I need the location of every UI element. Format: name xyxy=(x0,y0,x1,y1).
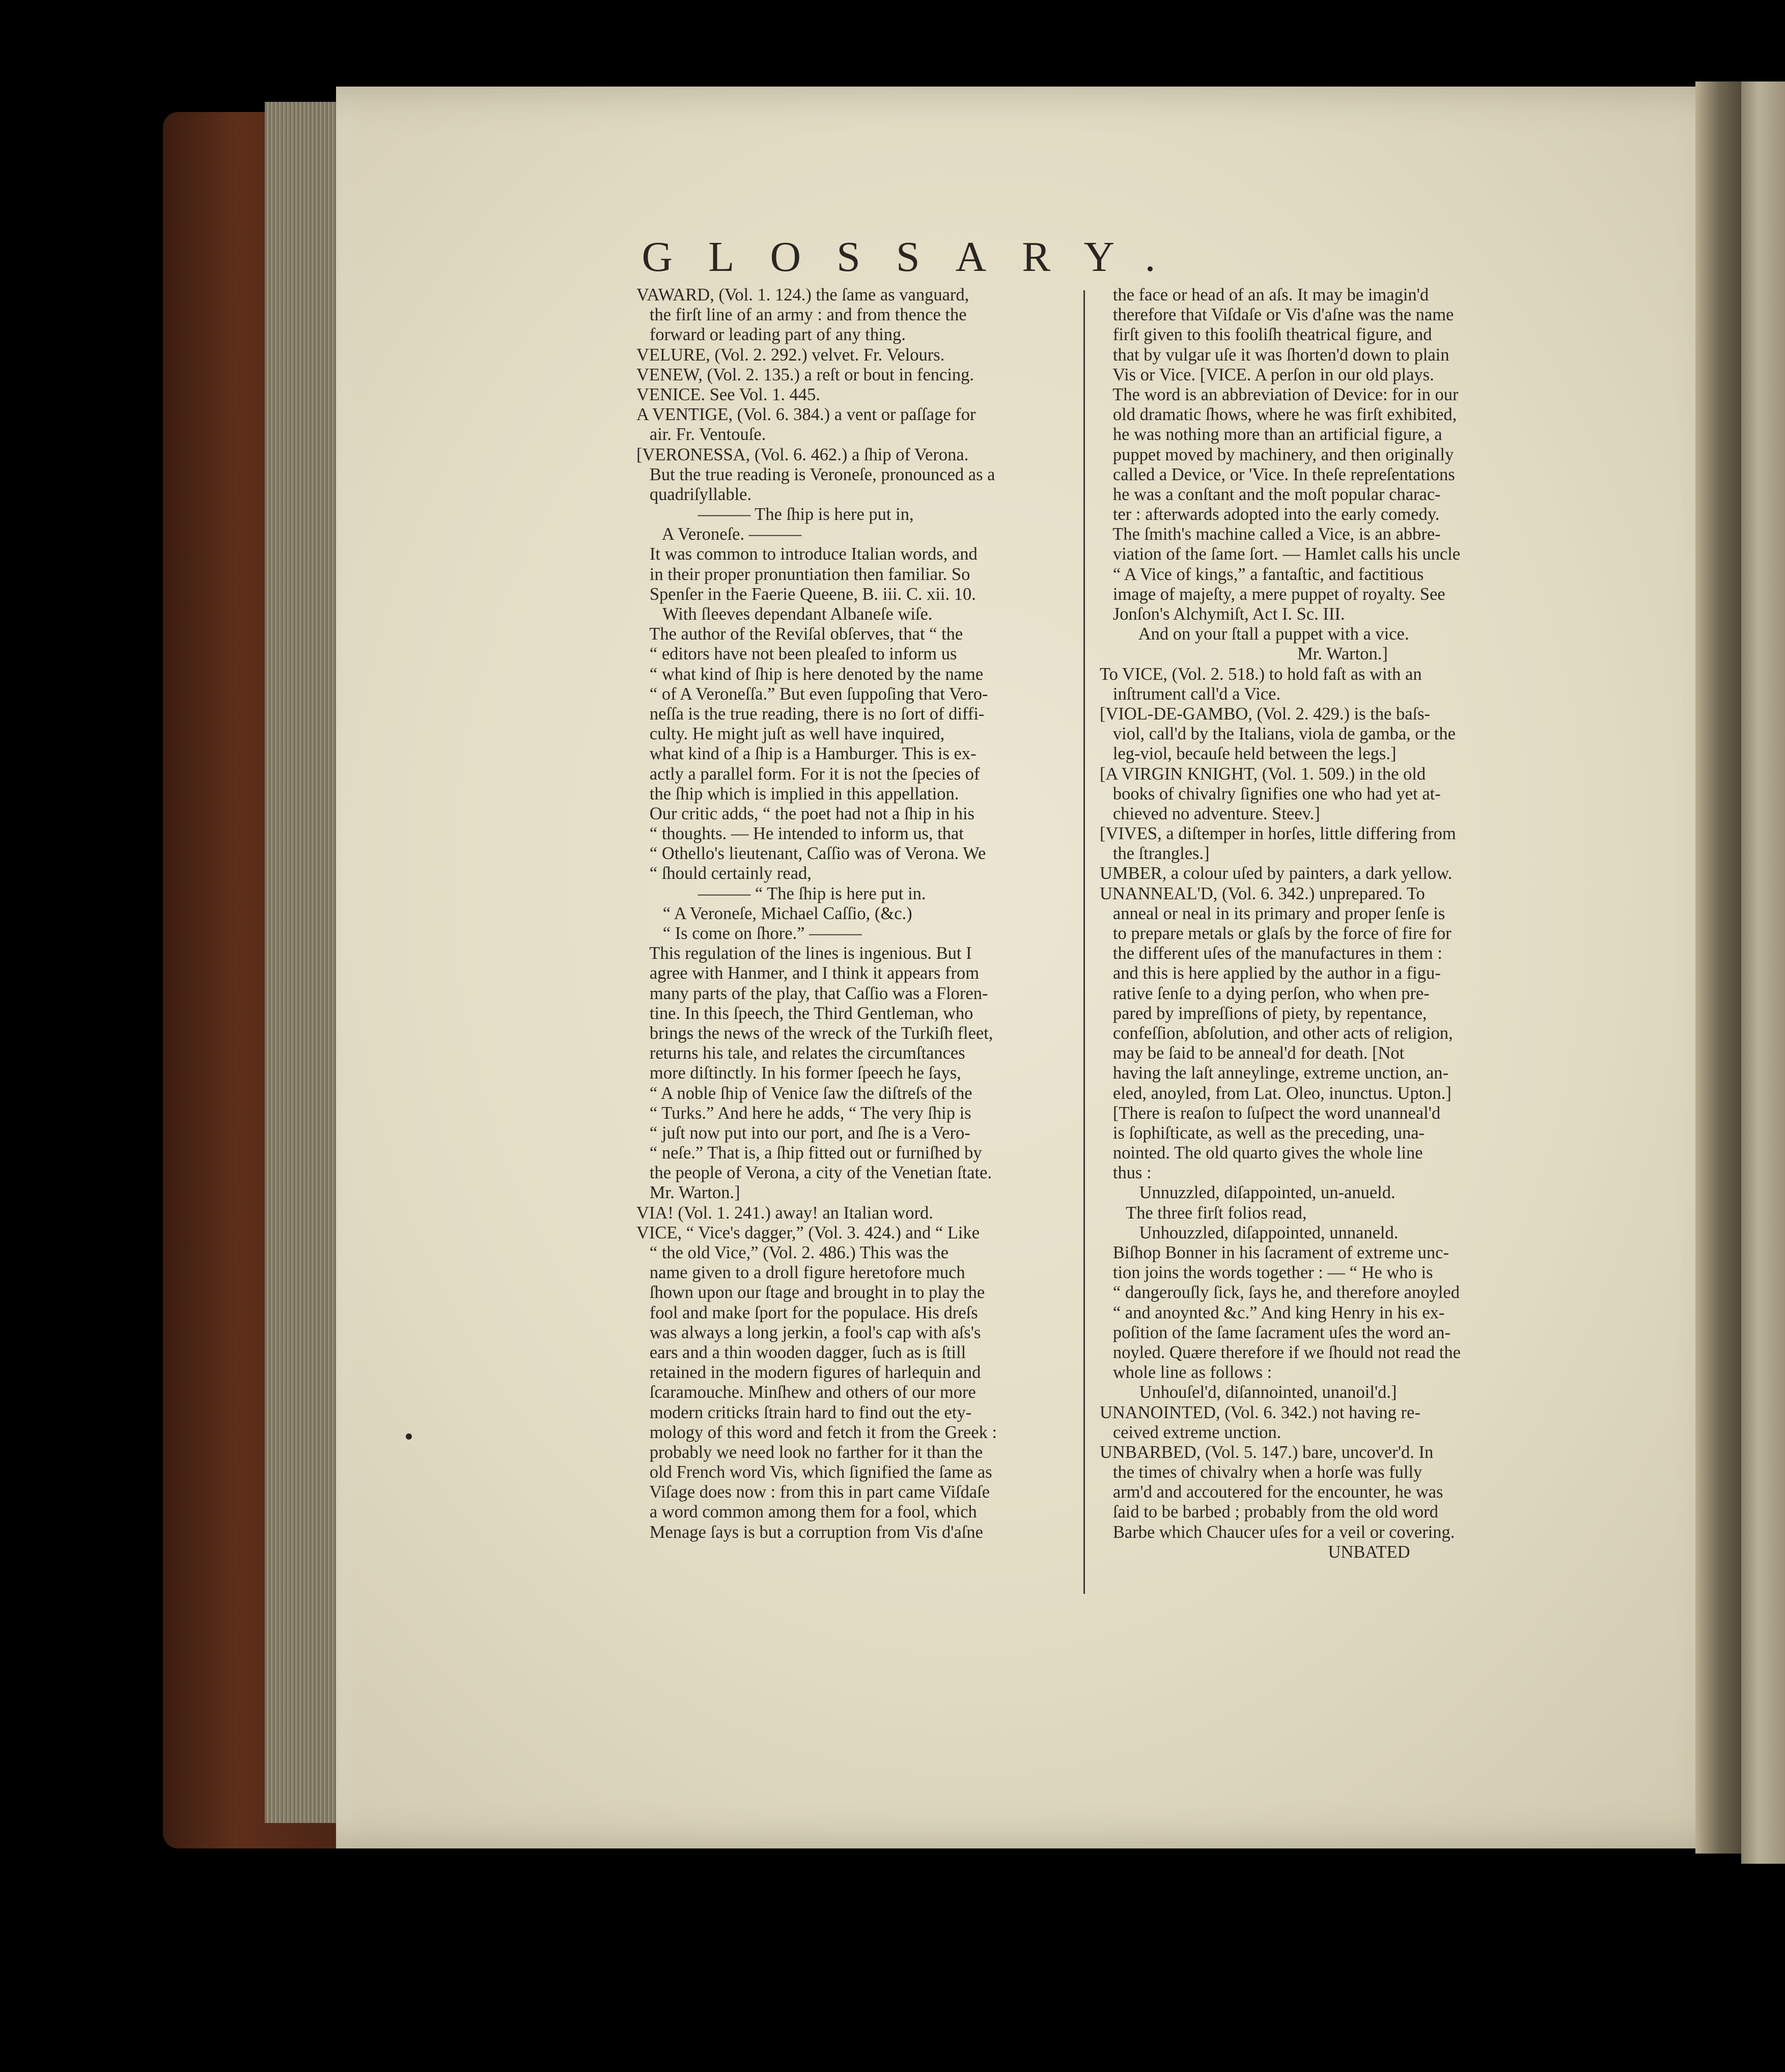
text-line: “ A noble ſhip of Venice ſaw the diſtreſs of the xyxy=(636,1083,972,1103)
text-line: probably we need look no farther for it than the xyxy=(636,1442,983,1462)
text-line: tion joins the words together : — “ He who is xyxy=(1100,1263,1433,1283)
text-line: ceived extreme unction. xyxy=(1100,1422,1281,1442)
text-line: Vis or Vice. [VICE. A perſon in our old plays. xyxy=(1100,365,1434,384)
text-line: “ Is come on ſhore.” ——— xyxy=(636,924,862,943)
text-line: culty. He might juſt as well have inquired, xyxy=(636,724,945,744)
text-line: many parts of the play, that Caſſio was a Floren- xyxy=(636,983,988,1003)
page-edges xyxy=(265,102,341,1823)
text-line: “ juſt now put into our port, and ſhe is a Vero- xyxy=(636,1123,970,1143)
text-line: therefore that Viſdaſe or Vis d'aſne was the name xyxy=(1100,305,1454,325)
text-line: may be ſaid to be anneal'd for death. [Not xyxy=(1100,1043,1405,1063)
text-line: A Veroneſe. ——— xyxy=(636,524,802,544)
text-line: in their proper pronuntiation then familiar. So xyxy=(636,564,970,584)
text-line: Spenſer in the Faerie Queene, B. iii. C. xii. 10. xyxy=(636,584,976,604)
text-line: brings the news of the wreck of the Turkiſh fleet, xyxy=(636,1023,993,1043)
text-line: eled, anoyled, from Lat. Oleo, inunctus. Upton.] xyxy=(1100,1083,1452,1103)
text-line: “ what kind of ſhip is here denoted by the name xyxy=(636,664,984,684)
column-rule xyxy=(1083,290,1085,1594)
left-column xyxy=(636,285,1069,1542)
text-line: more diſtinctly. In his former ſpeech he ſays, xyxy=(636,1063,961,1083)
text-line: [A VIRGIN KNIGHT, (Vol. 1. 509.) in the old xyxy=(1100,764,1426,784)
text-line: ſhown upon our ſtage and brought in to play the xyxy=(636,1283,985,1303)
text-line: Jonſon's Alchymiſt, Act I. Sc. III. xyxy=(1100,604,1345,624)
text-line: UNBARBED, (Vol. 5. 147.) bare, uncover'd. In xyxy=(1100,1442,1434,1462)
text-line: thus : xyxy=(1100,1163,1152,1183)
text-line: pared by impreſſions of piety, by repentance, xyxy=(1100,1003,1427,1023)
text-line: Unhouſel'd, diſannointed, unanoil'd.] xyxy=(1100,1383,1397,1402)
text-line: that by vulgar uſe it was ſhorten'd down to plain xyxy=(1100,345,1449,365)
text-line: what kind of a ſhip is a Hamburger. This is ex- xyxy=(636,744,977,764)
text-line: ——— The ſhip is here put in, xyxy=(636,505,914,524)
text-line: to prepare metals or glaſs by the force of fire for xyxy=(1100,924,1452,943)
text-line: “ Othello's lieutenant, Caſſio was of Verona. We xyxy=(636,844,986,864)
text-line: the different uſes of the manufactures in them : xyxy=(1100,944,1442,963)
text-line: UNANNEAL'D, (Vol. 6. 342.) unprepared. To xyxy=(1100,883,1425,903)
text-line: And on your ſtall a puppet with a vice. xyxy=(1100,624,1409,644)
text-line: The three firſt folios read, xyxy=(1100,1203,1307,1223)
text-line: called a Device, or 'Vice. In theſe repreſentations xyxy=(1100,464,1455,484)
text-line: modern criticks ſtrain hard to find out the ety- xyxy=(636,1402,972,1422)
text-line: Unhouzzled, diſappointed, unnaneld. xyxy=(1100,1223,1399,1242)
text-line: “ and anoynted &c.” And king Henry in his ex- xyxy=(1100,1303,1445,1322)
text-line: ſaid to be barbed ; probably from the old word xyxy=(1100,1502,1438,1522)
text-line: neſſa is the true reading, there is no ſort of diffi- xyxy=(636,704,985,724)
text-line: leg-viol, becauſe held between the legs.] xyxy=(1100,744,1397,764)
text-line: “ the old Vice,” (Vol. 2. 486.) This was the xyxy=(636,1243,949,1262)
facing-page-edge xyxy=(1741,81,1785,1864)
text-line: “ neſe.” That is, a ſhip fitted out or furniſhed by xyxy=(636,1143,982,1163)
text-line: “ Turks.” And here he adds, “ The very ſhip is xyxy=(636,1103,971,1123)
text-line: noyled. Quære therefore if we ſhould not read the xyxy=(1100,1342,1461,1362)
text-line: Barbe which Chaucer uſes for a veil or covering. xyxy=(1100,1522,1455,1542)
text-line: Unnuzzled, diſappointed, un-anueld. xyxy=(1100,1183,1396,1203)
text-line: [VERONESSA, (Vol. 6. 462.) a ſhip of Verona. xyxy=(636,445,969,464)
text-line: and this is here applied by the author in a figu- xyxy=(1100,963,1441,983)
text-line: inſtrument call'd a Vice. xyxy=(1100,684,1281,704)
text-line: poſition of the ſame ſacrament uſes the word an- xyxy=(1100,1322,1451,1342)
text-line: “ ſhould certainly read, xyxy=(636,864,812,883)
text-line: retained in the modern figures of harlequin and xyxy=(636,1363,981,1383)
text-line: was always a long jerkin, a fool's cap with aſs's xyxy=(636,1322,981,1342)
text-line: the firſt line of an army : and from thence the xyxy=(636,305,967,325)
text-line: ter : afterwards adopted into the early comedy. xyxy=(1100,505,1440,524)
text-line: fool and make ſport for the populace. His dreſs xyxy=(636,1303,978,1322)
text-line: he was nothing more than an artificial figure, a xyxy=(1100,425,1442,445)
text-line: VIA! (Vol. 1. 241.) away! an Italian word. xyxy=(636,1203,933,1223)
text-line: confeſſion, abſolution, and other acts of religion, xyxy=(1100,1023,1453,1043)
text-line: With ſleeves dependant Albaneſe wiſe. xyxy=(636,604,933,624)
text-line: the face or head of an aſs. It may be imagin'd xyxy=(1100,285,1429,305)
text-line: “ of A Veroneſſa.” But even ſuppoſing that Vero- xyxy=(636,684,988,704)
text-line: The word is an abbreviation of Device: for in our xyxy=(1100,384,1459,404)
text-line: puppet moved by machinery, and then originally xyxy=(1100,445,1454,464)
text-line: rative ſenſe to a dying perſon, who when pre- xyxy=(1100,983,1430,1003)
page-header: GLOSSARY. xyxy=(642,233,1191,281)
text-line: viol, call'd by the Italians, viola de gamba, or the xyxy=(1100,724,1456,744)
text-line: The author of the Reviſal obſerves, that “ the xyxy=(636,624,963,644)
text-line: mology of this word and fetch it from the Greek : xyxy=(636,1422,997,1442)
text-line: VENICE. See Vol. 1. 445. xyxy=(636,384,820,404)
text-line: books of chivalry ſignifies one who had yet at- xyxy=(1100,784,1441,804)
text-line: UNBATED xyxy=(1100,1542,1410,1562)
text-line: arm'd and accoutered for the encounter, he was xyxy=(1100,1482,1443,1502)
text-line: A VENTIGE, (Vol. 6. 384.) a vent or paſſage for xyxy=(636,405,976,425)
text-line: having the laſt anneylinge, extreme unction, an- xyxy=(1100,1063,1448,1083)
text-line: he was a conſtant and the moſt popular charac- xyxy=(1100,484,1441,504)
text-line: “ editors have not been pleaſed to inform us xyxy=(636,644,957,664)
text-line: the times of chivalry when a horſe was fully xyxy=(1100,1462,1423,1482)
text-line: “ A Veroneſe, Michael Caſſio, (&c.) xyxy=(636,903,912,923)
text-line: UMBER, a colour uſed by painters, a dark yellow. xyxy=(1100,864,1453,883)
text-line: Menage ſays is but a corruption from Vis d'aſne xyxy=(636,1522,983,1542)
text-line: a word common among them for a fool, which xyxy=(636,1502,977,1522)
text-line: returns his tale, and relates the circumſtances xyxy=(636,1043,965,1063)
text-line: name given to a droll figure heretofore much xyxy=(636,1263,965,1283)
text-line: whole line as follows : xyxy=(1100,1363,1272,1383)
text-line: forward or leading part of any thing. xyxy=(636,325,906,345)
text-line: ears and a thin wooden dagger, ſuch as is ſtill xyxy=(636,1342,966,1362)
text-line: agree with Hanmer, and I think it appears from xyxy=(636,963,980,983)
text-line: “ A Vice of kings,” a fantaſtic, and factitious xyxy=(1100,564,1424,584)
text-line: viation of the ſame ſort. — Hamlet calls his uncle xyxy=(1100,544,1461,564)
text-line: [There is reaſon to ſuſpect the word unanneal'd xyxy=(1100,1103,1441,1123)
ink-spot xyxy=(406,1433,412,1440)
text-line: the ſhip which is implied in this appellation. xyxy=(636,784,959,804)
text-line: Our critic adds, “ the poet had not a ſhip in his xyxy=(636,804,974,823)
text-line: Mr. Warton.] xyxy=(636,1183,740,1203)
text-line: This regulation of the lines is ingenious. But I xyxy=(636,944,972,963)
text-line: ——— “ The ſhip is here put in. xyxy=(636,883,926,903)
text-line: Biſhop Bonner in his ſacrament of extreme unc- xyxy=(1100,1243,1449,1262)
text-line: UNANOINTED, (Vol. 6. 342.) not having re- xyxy=(1100,1402,1420,1422)
text-line: ſcaramouche. Minſhew and others of our more xyxy=(636,1383,976,1402)
text-line: quadriſyllable. xyxy=(636,484,752,504)
text-line: is ſophiſticate, as well as the preceding, una- xyxy=(1100,1123,1425,1143)
text-line: firſt given to this fooliſh theatrical figure, and xyxy=(1100,325,1432,345)
text-line: old French word Vis, which ſignified the ſame as xyxy=(636,1462,992,1482)
text-line: the people of Verona, a city of the Venetian ſtate. xyxy=(636,1163,992,1183)
text-line: “ thoughts. — He intended to inform us, that xyxy=(636,824,964,844)
text-line: But the true reading is Veroneſe, pronounced as a xyxy=(636,464,995,484)
text-line: nointed. The old quarto gives the whole line xyxy=(1100,1143,1423,1163)
text-line: actly a parallel form. For it is not the ſpecies of xyxy=(636,764,980,784)
text-line: [VIOL-DE-GAMBO, (Vol. 2. 429.) is the baſs- xyxy=(1100,704,1431,724)
text-line: VICE, “ Vice's dagger,” (Vol. 3. 424.) and “ Like xyxy=(636,1223,980,1242)
text-line: To VICE, (Vol. 2. 518.) to hold faſt as with an xyxy=(1100,664,1422,684)
text-line: Mr. Warton.] xyxy=(1100,644,1388,664)
text-line: VAWARD, (Vol. 1. 124.) the ſame as vanguard, xyxy=(636,285,969,305)
text-line: air. Fr. Ventouſe. xyxy=(636,425,766,445)
text-line: the ſtrangles.] xyxy=(1100,844,1210,864)
text-line: It was common to introduce Italian words, and xyxy=(636,544,978,564)
text-line: tine. In this ſpeech, the Third Gentleman, who xyxy=(636,1003,973,1023)
text-line: VENEW, (Vol. 2. 135.) a reſt or bout in fencing. xyxy=(636,365,974,384)
text-line: VELURE, (Vol. 2. 292.) velvet. Fr. Velours. xyxy=(636,345,945,365)
right-column xyxy=(1100,285,1532,1562)
text-line: Viſage does now : from this in part came Viſdaſe xyxy=(636,1482,990,1502)
text-line: old dramatic ſhows, where he was firſt exhibited, xyxy=(1100,405,1457,425)
text-line: [VIVES, a diſtemper in horſes, little differing from xyxy=(1100,824,1456,844)
text-line: chieved no adventure. Steev.] xyxy=(1100,804,1320,823)
text-line: anneal or neal in its primary and proper ſenſe is xyxy=(1100,903,1445,923)
text-line: image of majeſty, a mere puppet of royalty. See xyxy=(1100,584,1445,604)
text-line: “ dangerouſly ſick, ſays he, and therefore anoyled xyxy=(1100,1283,1460,1303)
text-line: The ſmith's machine called a Vice, is an abbre- xyxy=(1100,524,1441,544)
